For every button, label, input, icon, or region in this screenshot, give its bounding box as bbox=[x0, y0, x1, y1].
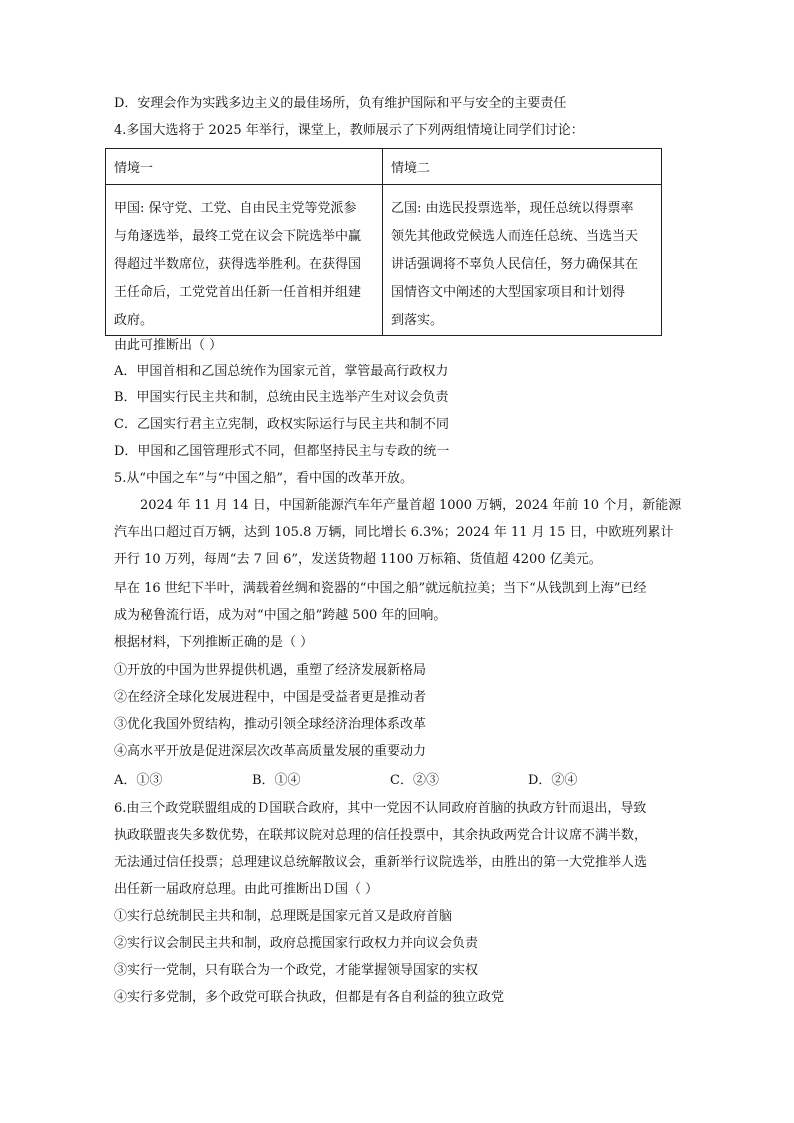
q5-choice-a: A．①③ bbox=[114, 773, 163, 788]
q5-stem: 5.从“中国之车”与“中国之船”，看中国的改革开放。 bbox=[114, 471, 413, 486]
q5-para1-line: 2024 年 11 月 14 日，中国新能源汽车年产量首超 1000 万辆，2024 年前 10 个月，新能源 bbox=[140, 498, 682, 513]
scenario-1-line: 王任命后，工党党首出任新一任首相并组建 bbox=[114, 285, 362, 300]
q6-stem-line: 6.由三个政党联盟组成的Ｄ国联合政府，其中一党因不认同政府首脑的执政方针而退出，导致 bbox=[114, 801, 647, 816]
scenario-1-line: 与角逐选举，最终工党在议会下院选举中赢 bbox=[114, 229, 362, 244]
q4-stem: 4.多国大选将于 2025 年举行，课堂上，教师展示了下列两组情境让同学们讨论： bbox=[114, 123, 584, 138]
q5-choice-b: B．①④ bbox=[252, 773, 301, 788]
scenario-2-line: 到落实。 bbox=[391, 313, 444, 328]
scenario-header-1: 情境一 bbox=[106, 149, 383, 185]
q6-stem-line: 无法通过信任投票；总理建议总统解散议会，重新举行议院选举，由胜出的第一大党推举人选 bbox=[114, 855, 648, 870]
q4-option-d: D．甲国和乙国管理形式不同，但都坚持民主与专政的统一 bbox=[114, 444, 450, 459]
scenario-cell-2 bbox=[383, 185, 662, 336]
q5-choices bbox=[114, 771, 674, 791]
q5-para2-line: 成为秘鲁流行语，成为对“中国之船”跨越 500 年的回响。 bbox=[114, 608, 447, 623]
scenario-1-line: 甲国: 保守党、工党、自由民主党等党派参 bbox=[114, 201, 357, 216]
scenario-2-line: 国情咨文中阐述的大型国家项目和计划得 bbox=[391, 285, 626, 300]
q4-option-c: C．乙国实行君主立宪制，政权实际运行与民主共和制不同 bbox=[114, 417, 449, 432]
q5-para1-line: 汽车出口超过百万辆，达到 105.8 万辆，同比增长 6.3%；2024 年 11 月 15 日，中欧班列累计 bbox=[114, 525, 674, 540]
scenario-2-line: 乙国: 由选民投票选举，现任总统以得票率 bbox=[391, 201, 634, 216]
q4-option-a: A．甲国首相和乙国总统作为国家元首，掌管最高行政权力 bbox=[114, 364, 449, 379]
q6-item-3: ③实行一党制，只有联合为一个政党，才能掌握领导国家的实权 bbox=[114, 963, 479, 978]
scenario-cell-1 bbox=[106, 185, 383, 336]
q5-choice-d: D．②④ bbox=[528, 773, 578, 788]
q6-stem-line: 出任新一届政府总理。由此可推断出Ｄ国（ ） bbox=[114, 882, 379, 897]
q4-option-b: B．甲国实行民主共和制，总统由民主选举产生对议会负责 bbox=[114, 390, 449, 405]
q4-prompt: 由此可推断出（ ） bbox=[114, 338, 223, 353]
q5-para1-line: 开行 10 万列，每周“去 7 回 6”，发送货物超 1100 万标箱、货值超 4200 亿美元。 bbox=[114, 552, 602, 567]
q6-item-4: ④实行多党制，多个政党可联合执政，但都是有各自利益的独立政党 bbox=[114, 990, 505, 1005]
q6-stem-line: 执政联盟丧失多数优势，在联邦议院对总理的信任投票中，其余执政两党合计议席不满半数， bbox=[114, 828, 648, 843]
q5-choice-c: C．②③ bbox=[390, 773, 439, 788]
q5-item-2: ②在经济全球化发展进程中，中国是受益者更是推动者 bbox=[114, 690, 427, 705]
q3-option-d: D．安理会作为实践多边主义的最佳场所，负有维护国际和平与安全的主要责任 bbox=[114, 96, 567, 111]
q5-item-4: ④高水平开放是促进深层次改革高质量发展的重要动力 bbox=[114, 744, 427, 759]
q6-item-1: ①实行总统制民主共和制，总理既是国家元首又是政府首脑 bbox=[114, 909, 453, 924]
q6-item-2: ②实行议会制民主共和制，政府总揽国家行政权力并向议会负责 bbox=[114, 936, 479, 951]
scenario-table bbox=[105, 148, 662, 336]
q5-item-1: ①开放的中国为世界提供机遇，重塑了经济发展新格局 bbox=[114, 663, 427, 678]
q5-prompt: 根据材料，下列推断正确的是（ ） bbox=[114, 635, 314, 650]
scenario-1-line: 得超过半数席位，获得选举胜利。在获得国 bbox=[114, 257, 362, 272]
scenario-header-2: 情境二 bbox=[383, 149, 662, 185]
scenario-2-line: 领先其他政党候选人而连任总统、当选当天 bbox=[391, 229, 639, 244]
q5-para2-line: 早在 16 世纪下半叶，满载着丝绸和瓷器的“中国之船”就远航拉美；当下“从钱凯到上海”已经 bbox=[114, 581, 647, 596]
scenario-2-line: 讲话强调将不辜负人民信任，努力确保其在 bbox=[391, 257, 639, 272]
q5-item-3: ③优化我国外贸结构，推动引领全球经济治理体系改革 bbox=[114, 717, 427, 732]
scenario-1-line: 政府。 bbox=[114, 313, 154, 328]
